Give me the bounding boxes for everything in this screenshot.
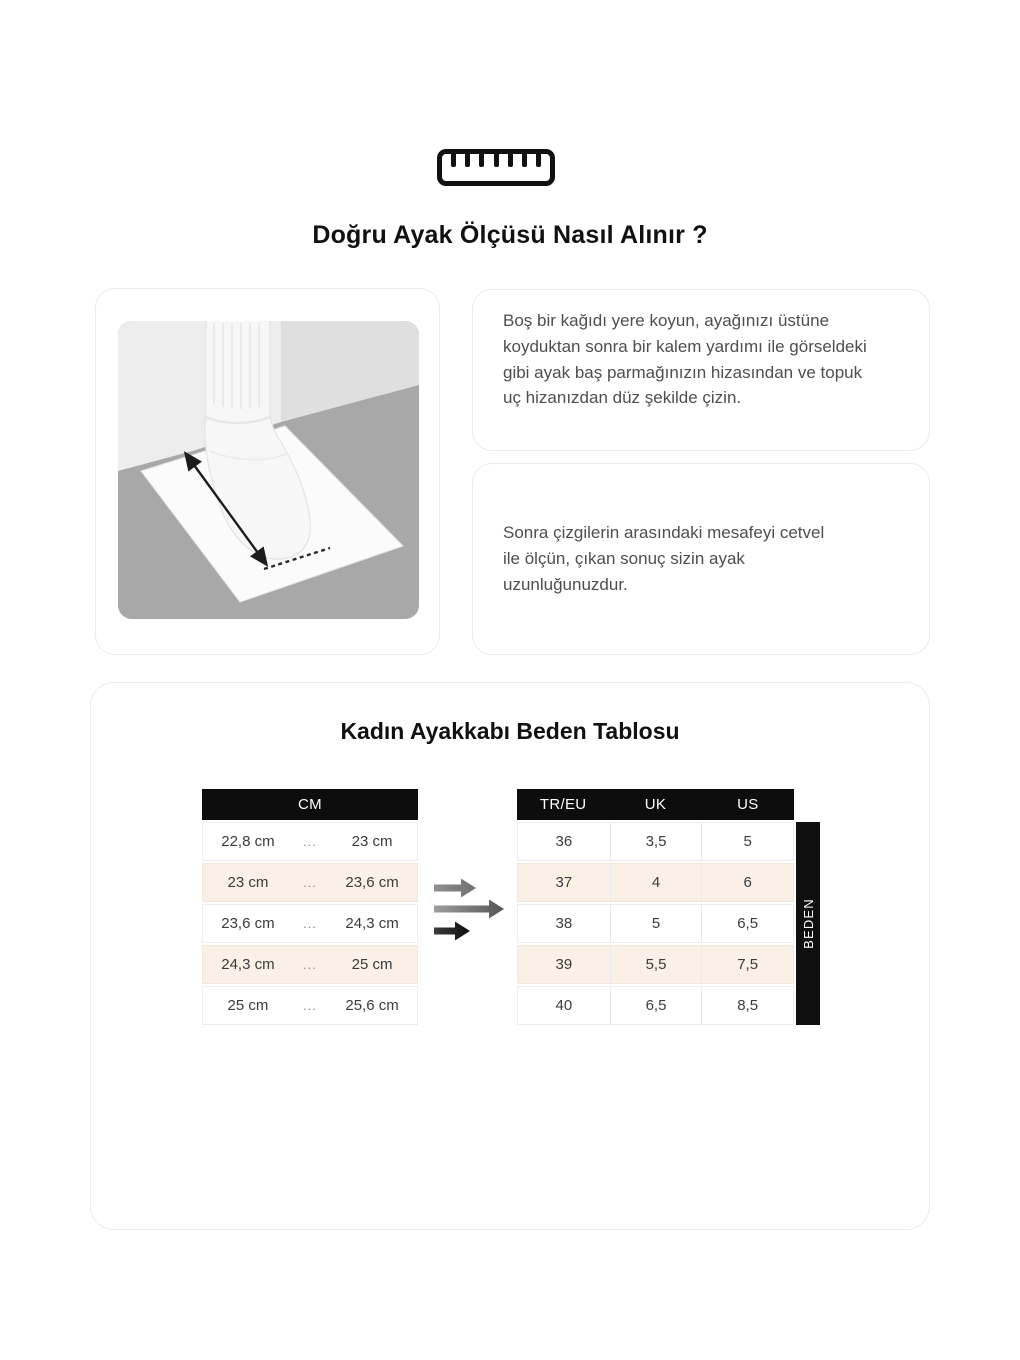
ruler-tick bbox=[536, 154, 541, 167]
table-row bbox=[517, 986, 794, 1025]
size-uk: 5 bbox=[610, 905, 702, 942]
foot-measurement-photo bbox=[118, 321, 419, 619]
table-row bbox=[202, 904, 418, 943]
table-row bbox=[202, 986, 418, 1025]
header-us: US bbox=[737, 796, 759, 813]
size-us: 7,5 bbox=[701, 946, 793, 983]
cm-min: 23,6 cm bbox=[221, 915, 275, 932]
ruler-tick bbox=[508, 154, 513, 167]
instruction-card-1 bbox=[472, 289, 930, 451]
size-tr-eu: 36 bbox=[555, 833, 573, 850]
cm-table bbox=[202, 789, 418, 1025]
size-uk: 5,5 bbox=[610, 946, 702, 983]
cm-min: 24,3 cm bbox=[221, 956, 275, 973]
beden-side-bar bbox=[796, 822, 820, 1025]
ruler-tick bbox=[494, 154, 499, 167]
arrow-middle bbox=[434, 900, 504, 919]
size-tr-eu: 40 bbox=[555, 997, 573, 1014]
cm-max: 25,6 cm bbox=[345, 997, 399, 1014]
size-tr-eu: 39 bbox=[555, 956, 573, 973]
size-uk: 6,5 bbox=[610, 987, 702, 1024]
mapping-arrows-icon bbox=[433, 874, 507, 948]
table-row bbox=[202, 945, 418, 984]
measurement-photo-card bbox=[95, 288, 440, 655]
table-row bbox=[202, 863, 418, 902]
range-dots: ... bbox=[303, 834, 317, 849]
arrow-top bbox=[434, 879, 476, 898]
size-us: 8,5 bbox=[701, 987, 793, 1024]
cm-max: 23 cm bbox=[351, 833, 393, 850]
intl-size-table bbox=[517, 789, 794, 1025]
arrow-bottom bbox=[434, 922, 470, 941]
intl-table-header bbox=[517, 789, 794, 820]
range-dots: ... bbox=[303, 957, 317, 972]
instruction-step-1: Boş bir kağıdı yere koyun, ayağınızı üstüne koyduktan sonra bir kalem yardımı ile görseldeki gibi ayak baş parmağınızın hizasından ve topuk uç hizanızdan düz şekilde çizin. bbox=[503, 311, 867, 408]
cm-max: 25 cm bbox=[351, 956, 393, 973]
ruler-tick bbox=[451, 154, 456, 167]
size-us: 5 bbox=[701, 823, 793, 860]
header-tr-eu: TR/EU bbox=[539, 796, 587, 813]
range-dots: ... bbox=[303, 875, 317, 890]
table-row bbox=[202, 822, 418, 861]
range-dots: ... bbox=[303, 998, 317, 1013]
table-row bbox=[517, 863, 794, 902]
size-us: 6,5 bbox=[701, 905, 793, 942]
size-chart-title: Kadın Ayakkabı Beden Tablosu bbox=[340, 718, 680, 744]
ruler-tick bbox=[465, 154, 470, 167]
table-row bbox=[517, 945, 794, 984]
size-tr-eu: 38 bbox=[555, 915, 573, 932]
size-tr-eu: 37 bbox=[555, 874, 573, 891]
cm-table-header bbox=[202, 789, 418, 820]
table-row bbox=[517, 822, 794, 861]
cm-max: 23,6 cm bbox=[345, 874, 399, 891]
foot-measurement-illustration bbox=[118, 321, 419, 619]
range-dots: ... bbox=[303, 916, 317, 931]
ruler-tick bbox=[522, 154, 527, 167]
size-uk: 3,5 bbox=[610, 823, 702, 860]
size-us: 6 bbox=[701, 864, 793, 901]
instruction-card-2 bbox=[472, 463, 930, 655]
ruler-icon bbox=[437, 149, 555, 186]
cm-min: 23 cm bbox=[227, 874, 269, 891]
instruction-step-2: Sonra çizgilerin arasındaki mesafeyi cetvel ile ölçün, çıkan sonuç sizin ayak uzunluğunuzdur. bbox=[503, 523, 825, 594]
size-uk: 4 bbox=[610, 864, 702, 901]
cm-min: 22,8 cm bbox=[221, 833, 275, 850]
ruler-tick bbox=[479, 154, 484, 167]
cm-max: 24,3 cm bbox=[345, 915, 399, 932]
beden-label: BEDEN bbox=[800, 898, 816, 949]
page-title: Doğru Ayak Ölçüsü Nasıl Alınır ? bbox=[312, 221, 708, 249]
header-uk: UK bbox=[644, 796, 667, 813]
cm-header-label: CM bbox=[298, 796, 322, 813]
cm-min: 25 cm bbox=[227, 997, 269, 1014]
table-row bbox=[517, 904, 794, 943]
